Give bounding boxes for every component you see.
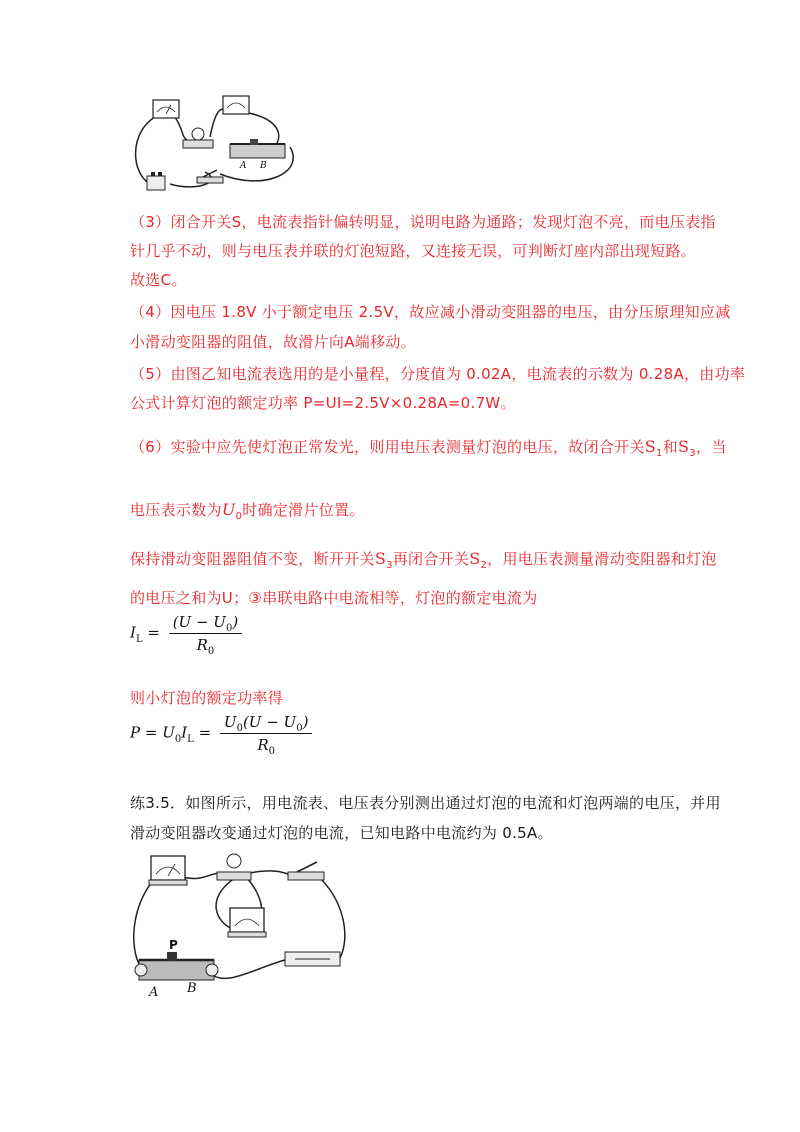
answer-4-line-1: （4）因电压 1.8V 小于额定电压 2.5V，故应减小滑动变阻器的电压，由分压原理知应减 bbox=[130, 303, 731, 321]
answer-6-line-3: 保持滑动变阻器阻值不变，断开开关$S_3$再闭合开关$S_2$，用电压表测量滑动变阻器和灯泡 bbox=[130, 549, 717, 571]
answer-3-line-3: 故选C。 bbox=[130, 271, 187, 289]
rheostat-label-b: B bbox=[187, 981, 197, 996]
exercise-line-2: 滑动变阻器改变通过灯泡的电流，已知电路中电流约为 0.5A。 bbox=[130, 824, 553, 842]
rheostat-label-a: A bbox=[240, 161, 247, 171]
formula-current: $I_L$ = $\frac{(U - U_0)}{R_0}$ bbox=[130, 613, 242, 654]
answer-5-line-1: （5）由图乙知电流表选用的是小量程，分度值为 0.02A，电流表的示数为 0.28A，由功率 bbox=[130, 365, 746, 383]
answer-4-line-2: 小滑动变阻器的阻值，故滑片向A端移动。 bbox=[130, 333, 416, 351]
rheostat-label-a: A bbox=[149, 985, 159, 1000]
answer-6-line-2: 电压表示数为$U_0$时确定滑片位置。 bbox=[130, 500, 365, 522]
answer-3-line-2: 针几乎不动，则与电压表并联的灯泡短路，又连接无误，可判断灯座内部出现短路。 bbox=[130, 242, 697, 260]
answer-6-line-5: 则小灯泡的额定功率得 bbox=[130, 689, 284, 707]
answer-6-line-1: （6）实验中应先使灯泡正常发光，则用电压表测量灯泡的电压，故闭合开关$S_1$和$S_3$，当 bbox=[130, 437, 727, 459]
exercise-line-1: 练3.5．如图所示，用电流表、电压表分别测出通过灯泡的电流和灯泡两端的电压，并用 bbox=[130, 794, 721, 812]
slider-label-p: P bbox=[169, 938, 178, 952]
rheostat-label-b: B bbox=[260, 161, 267, 171]
answer-5-line-2: 公式计算灯泡的额定功率 P=UI=2.5V×0.28A=0.7W。 bbox=[130, 394, 516, 412]
answer-3-line-1: （3）闭合开关S，电流表指针偏转明显，说明电路为通路；发现灯泡不亮，而电压表指 bbox=[130, 213, 716, 231]
formula-power: $P = U_0I_L$ = $\frac{U_0(U - U_0)}{R_0}$ bbox=[130, 713, 312, 754]
circuit-figure-top bbox=[125, 92, 305, 197]
answer-6-line-4: 的电压之和为U；③串联电路中电流相等，灯泡的额定电流为 bbox=[130, 589, 538, 607]
circuit-figure-bottom bbox=[125, 848, 355, 1003]
